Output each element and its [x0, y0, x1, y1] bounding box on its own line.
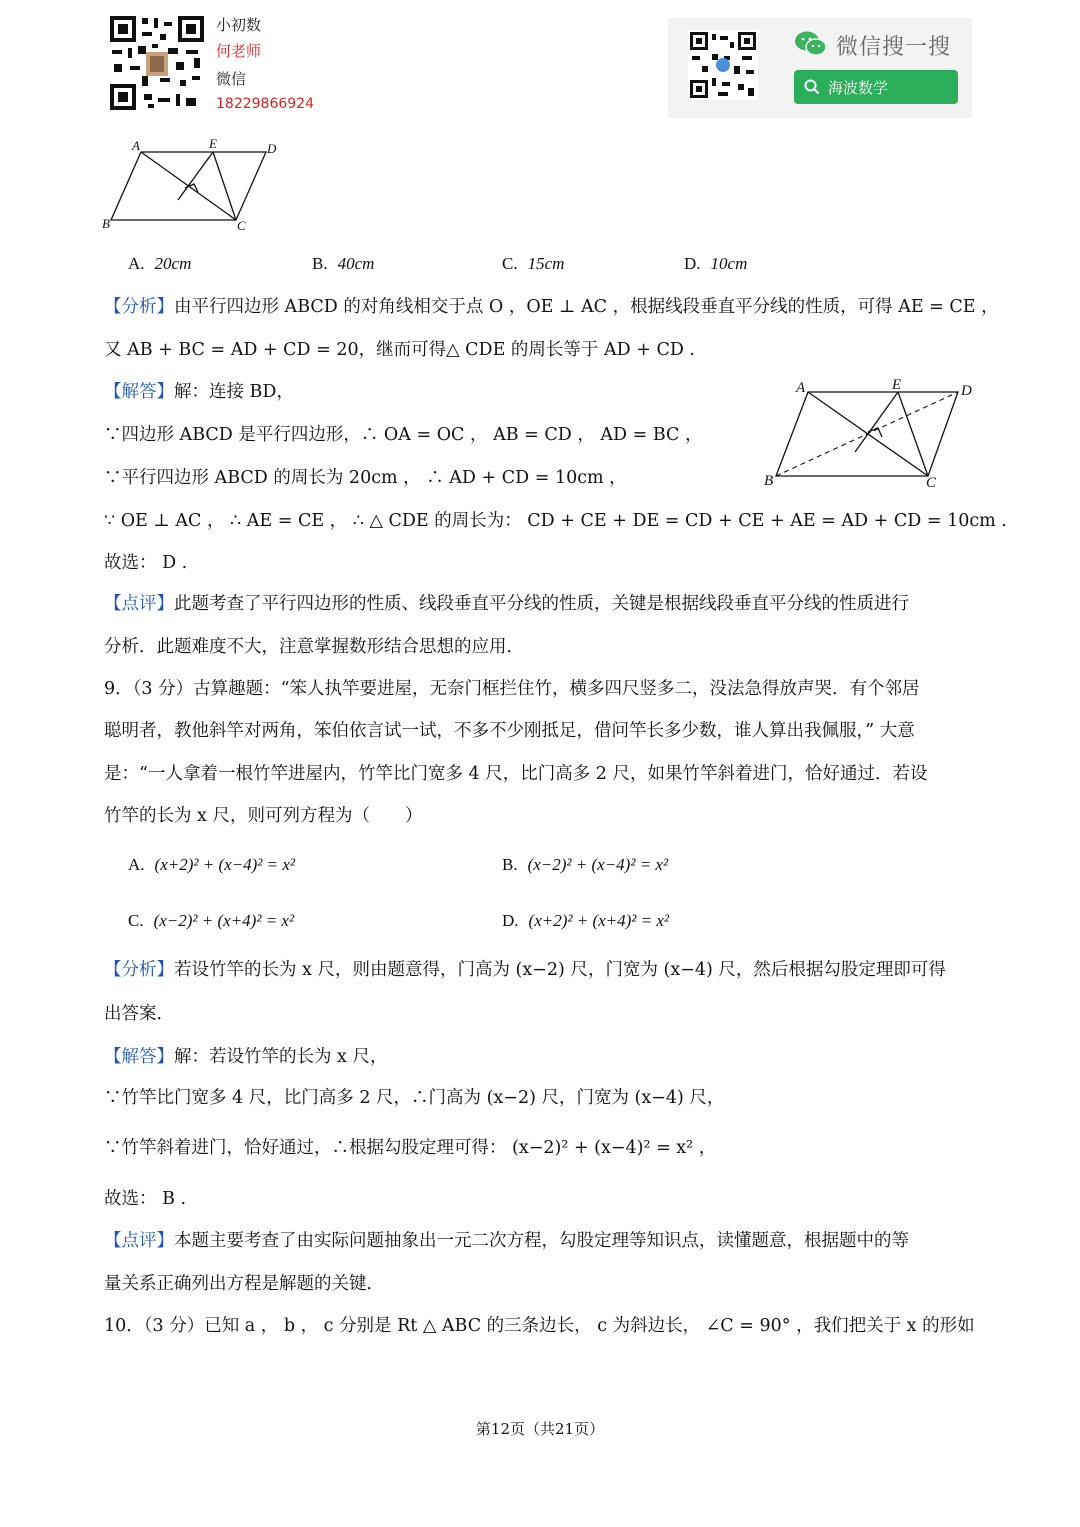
q8-analysis-line2: 又 AB + BC = AD + CD = 20，继而可得△ CDE 的周长等于 AD + CD . — [104, 340, 695, 360]
q8-option-b-value: 40cm — [337, 254, 375, 273]
fig2-label-e: E — [892, 377, 902, 393]
fig1-label-b: B — [102, 216, 110, 231]
q9-analysis-line2: 出答案． — [104, 1004, 174, 1024]
q9-solution-text1: 解：若设竹竿的长为 x 尺， — [174, 1047, 388, 1067]
search-button-label: 海波数学 — [828, 79, 889, 97]
qr-code-contact — [108, 14, 206, 112]
q9-stem-line3: 是：“一人拿着一根竹竿进屋内，竹竿比门宽多 4 尺，比门高多 2 尺，如果竹竿斜着进门，恰好通过．若设 — [104, 764, 928, 784]
q8-option-d-label: D. — [684, 254, 701, 273]
contact-phone: 18229866924 — [216, 96, 314, 112]
q10-stem-line1: 10．（3 分）已知 a ， b ， c 分别是 Rt △ ABC 的三条边长， c 为斜边长， ∠C = 90° ，我们把关于 x 的形如 — [104, 1316, 975, 1336]
fig1-label-c: C — [237, 218, 246, 233]
q9-option-c-value: (x−2)² + (x+4)² = x² — [153, 911, 295, 930]
q8-analysis-line1 — [104, 295, 999, 319]
q8-comment-text1: 此题考查了平行四边形的性质、线段垂直平分线的性质，关键是根据线段垂直平分线的性质进行 — [174, 594, 909, 614]
search-icon — [804, 79, 820, 95]
q8-solution-text1: 解：连接 BD， — [174, 382, 294, 402]
q8-option-b-label: B. — [312, 254, 328, 273]
q8-solution-line4: ∵ OE ⊥ AC ， ∴ AE = CE ， ∴ △ CDE 的周长为： CD + CE + DE = CD + CE + AE = AD + CD = 10cm . — [104, 511, 1007, 531]
q9-analysis-text1: 若设竹竿的长为 x 尺，则由题意得，门高为 (x−2) 尺，门宽为 (x−4) 尺，然后根据勾股定理即可得 — [174, 960, 946, 980]
analysis-tag: 【分析】 — [104, 960, 174, 980]
q9-option-b-label: B. — [502, 855, 518, 874]
search-button[interactable] — [794, 70, 958, 104]
wechat-search-card — [668, 18, 972, 118]
q9-option-a-value: (x+2)² + (x−4)² = x² — [154, 855, 295, 874]
q8-option-a-label: A. — [128, 254, 145, 273]
q8-option-d[interactable] — [684, 254, 747, 274]
q8-solution-line1 — [104, 380, 294, 404]
q9-option-b[interactable] — [502, 855, 668, 875]
contact-line1: 小初数 — [216, 16, 262, 34]
q8-option-c[interactable] — [502, 254, 564, 274]
q9-option-d-value: (x+2)² + (x+4)² = x² — [528, 911, 669, 930]
analysis-tag: 【分析】 — [104, 297, 174, 317]
parallelogram-figure-1 — [96, 134, 286, 236]
q8-option-c-label: C. — [502, 254, 518, 273]
contact-line2: 何老师 — [216, 42, 262, 60]
fig1-label-e: E — [209, 136, 217, 151]
q9-comment-line2: 量关系正确列出方程是解题的关键． — [104, 1274, 384, 1294]
contact-card — [108, 14, 318, 116]
solution-tag: 【解答】 — [104, 382, 174, 402]
q8-solution-line3: ∵平行四边形 ABCD 的周长为 20cm ， ∴ AD + CD = 10cm ， — [104, 468, 627, 488]
q8-solution-line2: ∵四边形 ABCD 是平行四边形，∴ OA = OC ， AB = CD ， AD = BC ， — [104, 425, 703, 445]
q9-solution-line1 — [104, 1045, 388, 1069]
q9-stem-line1: 9．（3 分）古算趣题：“笨人执竿要进屋，无奈门框拦住竹，横多四尺竖多二，没法急得放声哭．有个邻居 — [104, 679, 920, 699]
q8-option-c-value: 15cm — [527, 254, 565, 273]
q9-option-a[interactable] — [128, 855, 295, 875]
fig2-label-b: B — [764, 473, 774, 489]
contact-line3: 微信 — [216, 70, 247, 88]
q9-comment-text1: 本题主要考查了由实际问题抽象出一元二次方程，勾股定理等知识点，读懂题意，根据题中的等 — [174, 1231, 909, 1251]
wechat-search-title: 微信搜一搜 — [836, 35, 952, 60]
q9-analysis-line1 — [104, 958, 946, 982]
fig2-label-a: A — [796, 380, 806, 396]
qr-code-wechat — [688, 30, 758, 100]
fig1-label-a: A — [132, 138, 140, 153]
fig2-label-c: C — [926, 475, 937, 491]
q8-option-d-value: 10cm — [710, 254, 748, 273]
solution-tag: 【解答】 — [104, 1047, 174, 1067]
q9-solution-line2: ∵竹竿比门宽多 4 尺，比门高多 2 尺，∴门高为 (x−2) 尺，门宽为 (x−4) 尺， — [104, 1088, 725, 1108]
q9-option-c-label: C. — [128, 911, 144, 930]
wechat-logo-icon — [794, 30, 828, 58]
q8-option-a-value: 20cm — [154, 254, 192, 273]
q9-option-d[interactable] — [502, 911, 669, 931]
q9-stem-line4: 竹竿的长为 x 尺，则可列方程为（ ） — [104, 806, 423, 826]
q9-option-d-label: D. — [502, 911, 519, 930]
q9-stem-line2: 聪明者，教他斜竿对两角，笨伯依言试一试，不多不少刚抵足，借问竿长多少数，谁人算出我佩服，” 大意 — [104, 721, 915, 741]
q9-solution-line4: 故选： B . — [104, 1189, 187, 1209]
q9-comment-line1 — [104, 1229, 909, 1253]
parallelogram-figure-2 — [758, 374, 980, 492]
q8-option-a[interactable] — [128, 254, 191, 274]
q9-option-b-value: (x−2)² + (x−4)² = x² — [527, 855, 669, 874]
fig1-label-d: D — [267, 141, 277, 156]
q8-comment-line2: 分析．此题难度不大，注意掌握数形结合思想的应用． — [104, 637, 524, 657]
comment-tag: 【点评】 — [104, 1231, 174, 1251]
q9-option-a-label: A. — [128, 855, 145, 874]
q8-solution-line5: 故选： D . — [104, 553, 188, 573]
page-footer: 第12页（共21页） — [475, 1420, 605, 1438]
fig2-label-d: D — [961, 383, 972, 399]
q8-option-b[interactable] — [312, 254, 374, 274]
comment-tag: 【点评】 — [104, 594, 174, 614]
q8-analysis-text1: 由平行四边形 ABCD 的对角线相交于点 O ，OE ⊥ AC ，根据线段垂直平分线的性质，可得 AE = CE ， — [174, 297, 999, 317]
q9-option-c[interactable] — [128, 911, 294, 931]
q9-solution-line3: ∵竹竿斜着进门，恰好通过，∴根据勾股定理可得： (x−2)² + (x−4)² = x² ， — [104, 1138, 717, 1158]
q8-comment-line1 — [104, 592, 909, 616]
